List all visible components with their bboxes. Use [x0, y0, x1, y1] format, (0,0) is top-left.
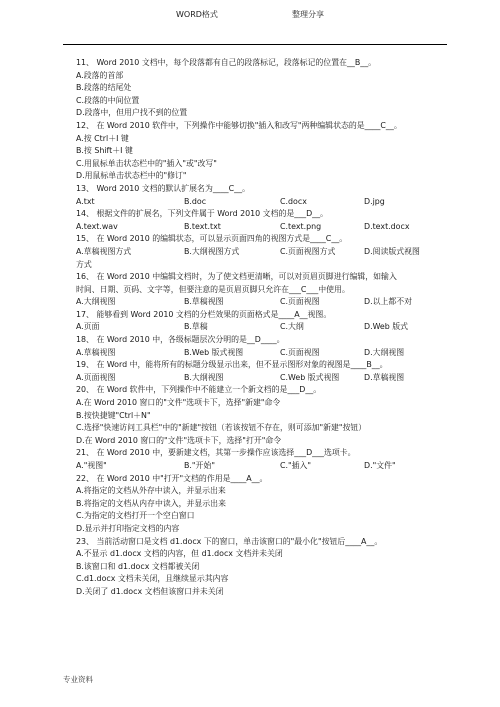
text-line: 18、 在 Word 2010 中，各级标题层次分明的是__D____。: [76, 335, 285, 345]
text-line: D.用鼠标单击状态栏中的"修订": [76, 171, 187, 181]
option-text: A.text.wav: [76, 221, 118, 231]
text-line: D.在 Word 2010 窗口的"文件"选项卡下，选择"打开"命令: [76, 435, 282, 445]
option-text: D.以上都不对: [364, 297, 413, 307]
option-text: D.Web 版式: [364, 322, 409, 332]
option-text: B.doc: [184, 196, 207, 206]
option-row: [76, 221, 456, 234]
option-text: B.大纲视图方式: [184, 246, 240, 256]
option-text: C.docx: [280, 196, 307, 206]
option-text: B.草稿: [184, 322, 208, 332]
text-line: C.d1.docx 文档未关闭，且继续显示其内容: [76, 574, 229, 584]
option-text: C."插入": [280, 461, 312, 470]
option-text: B.Web 版式视图: [184, 347, 244, 357]
option-text: B."开始": [184, 461, 215, 470]
option-text: D.草稿视图: [364, 372, 405, 382]
text-line: A.不显示 d1.docx 文档的内容，但 d1.docx 文档并未关闭: [76, 549, 283, 559]
page-footer: 专业资料: [63, 675, 93, 684]
text-line: 15、 在 Word 2010 的编辑状态，可以显示页面四角的视图方式是____C__。: [76, 234, 348, 244]
option-text: D."文件": [364, 461, 396, 470]
option-text: B.text.txt: [184, 221, 221, 231]
option-text: A.草稿视图方式: [76, 246, 132, 256]
option-text: D.text.docx: [364, 221, 410, 231]
page-header: [0, 8, 500, 48]
text-line: 17、 能够看到 Word 2010 文档的分栏效果的页面格式是____A__视图。: [76, 309, 332, 319]
option-text: A.txt: [76, 196, 95, 206]
text-line: 19、 在 Word 中，能将所有的标题分级显示出来，但不显示图形对象的视图是____B__。: [76, 360, 388, 370]
option-text: A.页面: [76, 322, 100, 332]
text-line: A.将指定的文档从外存中读入，并显示出来: [76, 486, 226, 496]
text-line: B.段落的结尾处: [76, 83, 132, 93]
option-text: A.草稿视图: [76, 347, 116, 357]
option-text: C.text.png: [280, 221, 322, 231]
text-line: B.该窗口和 d1.docx 文档都被关闭: [76, 561, 200, 571]
text-line: 14、 根据文件的扩展名，下列文件属于 Word 2010 文档的是___D__。: [76, 209, 328, 219]
text-line: 方式: [76, 259, 92, 269]
option-row: [76, 246, 456, 259]
header-rule: [63, 44, 447, 45]
text-line: C.为指定的文档打开一个空白窗口: [76, 511, 195, 521]
option-row: [76, 196, 456, 209]
text-line: C.用鼠标单击状态栏中的"插入"或"改写": [76, 158, 217, 168]
text-line: B.将指定的文档从内存中读入，并显示出来: [76, 498, 226, 508]
text-line: D.段落中，但用户找不到的位置: [76, 108, 188, 118]
option-text: A.页面视图: [76, 372, 116, 382]
text-line: 23、 当前活动窗口是文档 d1.docx 下的窗口，单击该窗口的"最小化"按钮后____A__。: [76, 536, 383, 546]
text-line: 时间、日期、页码、文字等，但要注意的是页眉页脚只允许在___C___中使用。: [76, 284, 350, 294]
option-row: [76, 296, 456, 309]
option-row: [76, 372, 456, 385]
text-line: 21、 在 Word 2010 中，要新建文档，其第一步操作应该选择___D___选项卡。: [76, 448, 356, 458]
text-line: C.段落的中间位置: [76, 95, 140, 105]
option-text: C.页面视图方式: [280, 246, 336, 256]
option-row: [76, 347, 456, 360]
option-text: C.页面视图: [280, 347, 320, 357]
text-line: 12、 在 Word 2010 软件中，下列操作中能够切换"插入和改写"两种编辑状态的是____C__。: [76, 120, 402, 130]
option-text: D.jpg: [364, 196, 385, 206]
option-text: B.草稿视图: [184, 297, 224, 307]
option-text: A."视图": [76, 461, 107, 470]
header-right-text: 整理分享: [292, 10, 324, 19]
option-row: [76, 321, 456, 334]
option-row: [76, 460, 456, 473]
option-text: C.大纲: [280, 322, 304, 332]
text-line: B.按快捷键"Ctrl＋N": [76, 410, 151, 420]
text-line: 20、 在 Word 软件中，下列操作中不能建立一个新文档的是___D__。: [76, 385, 322, 395]
text-line: C.选择"快速访问工具栏"中的"新建"按钮（若该按钮不存在，则可添加"新建"按钮）: [76, 423, 367, 433]
text-line: 13、 Word 2010 文档的默认扩展名为____C__。: [76, 183, 250, 193]
text-line: A.在 Word 2010 窗口的"文件"选项卡下，选择"新建"命令: [76, 398, 281, 408]
option-text: A.大纲视图: [76, 297, 116, 307]
text-line: A.段落的首部: [76, 70, 124, 80]
option-text: D.阅读版式视图: [364, 246, 420, 256]
text-line: A.按 Ctrl＋I 键: [76, 133, 129, 143]
text-line: 11、 Word 2010 文档中，每个段落都有自己的段落标记，段落标记的位置在__B__。: [76, 58, 377, 67]
header-left-text: WORD格式: [176, 10, 218, 19]
option-text: C.Web 版式视图: [280, 372, 340, 382]
option-text: B.大纲视图: [184, 372, 224, 382]
text-line: D.关闭了 d1.docx 文档但该窗口并未关闭: [76, 586, 224, 596]
text-line: 16、 在 Word 2010 中编辑文档时，为了使文档更清晰，可以对页眉页脚进行编辑，如输入: [76, 272, 397, 282]
text-line: B.按 Shift＋I 键: [76, 146, 133, 156]
option-text: D.大纲视图: [364, 347, 405, 357]
question-list: [76, 57, 456, 599]
option-text: C.页面视图: [280, 297, 320, 307]
text-line: 22、 在 Word 2010 中"打开"文档的作用是____A__。: [76, 473, 268, 483]
text-line: D.显示并打印指定文档的内容: [76, 523, 180, 533]
